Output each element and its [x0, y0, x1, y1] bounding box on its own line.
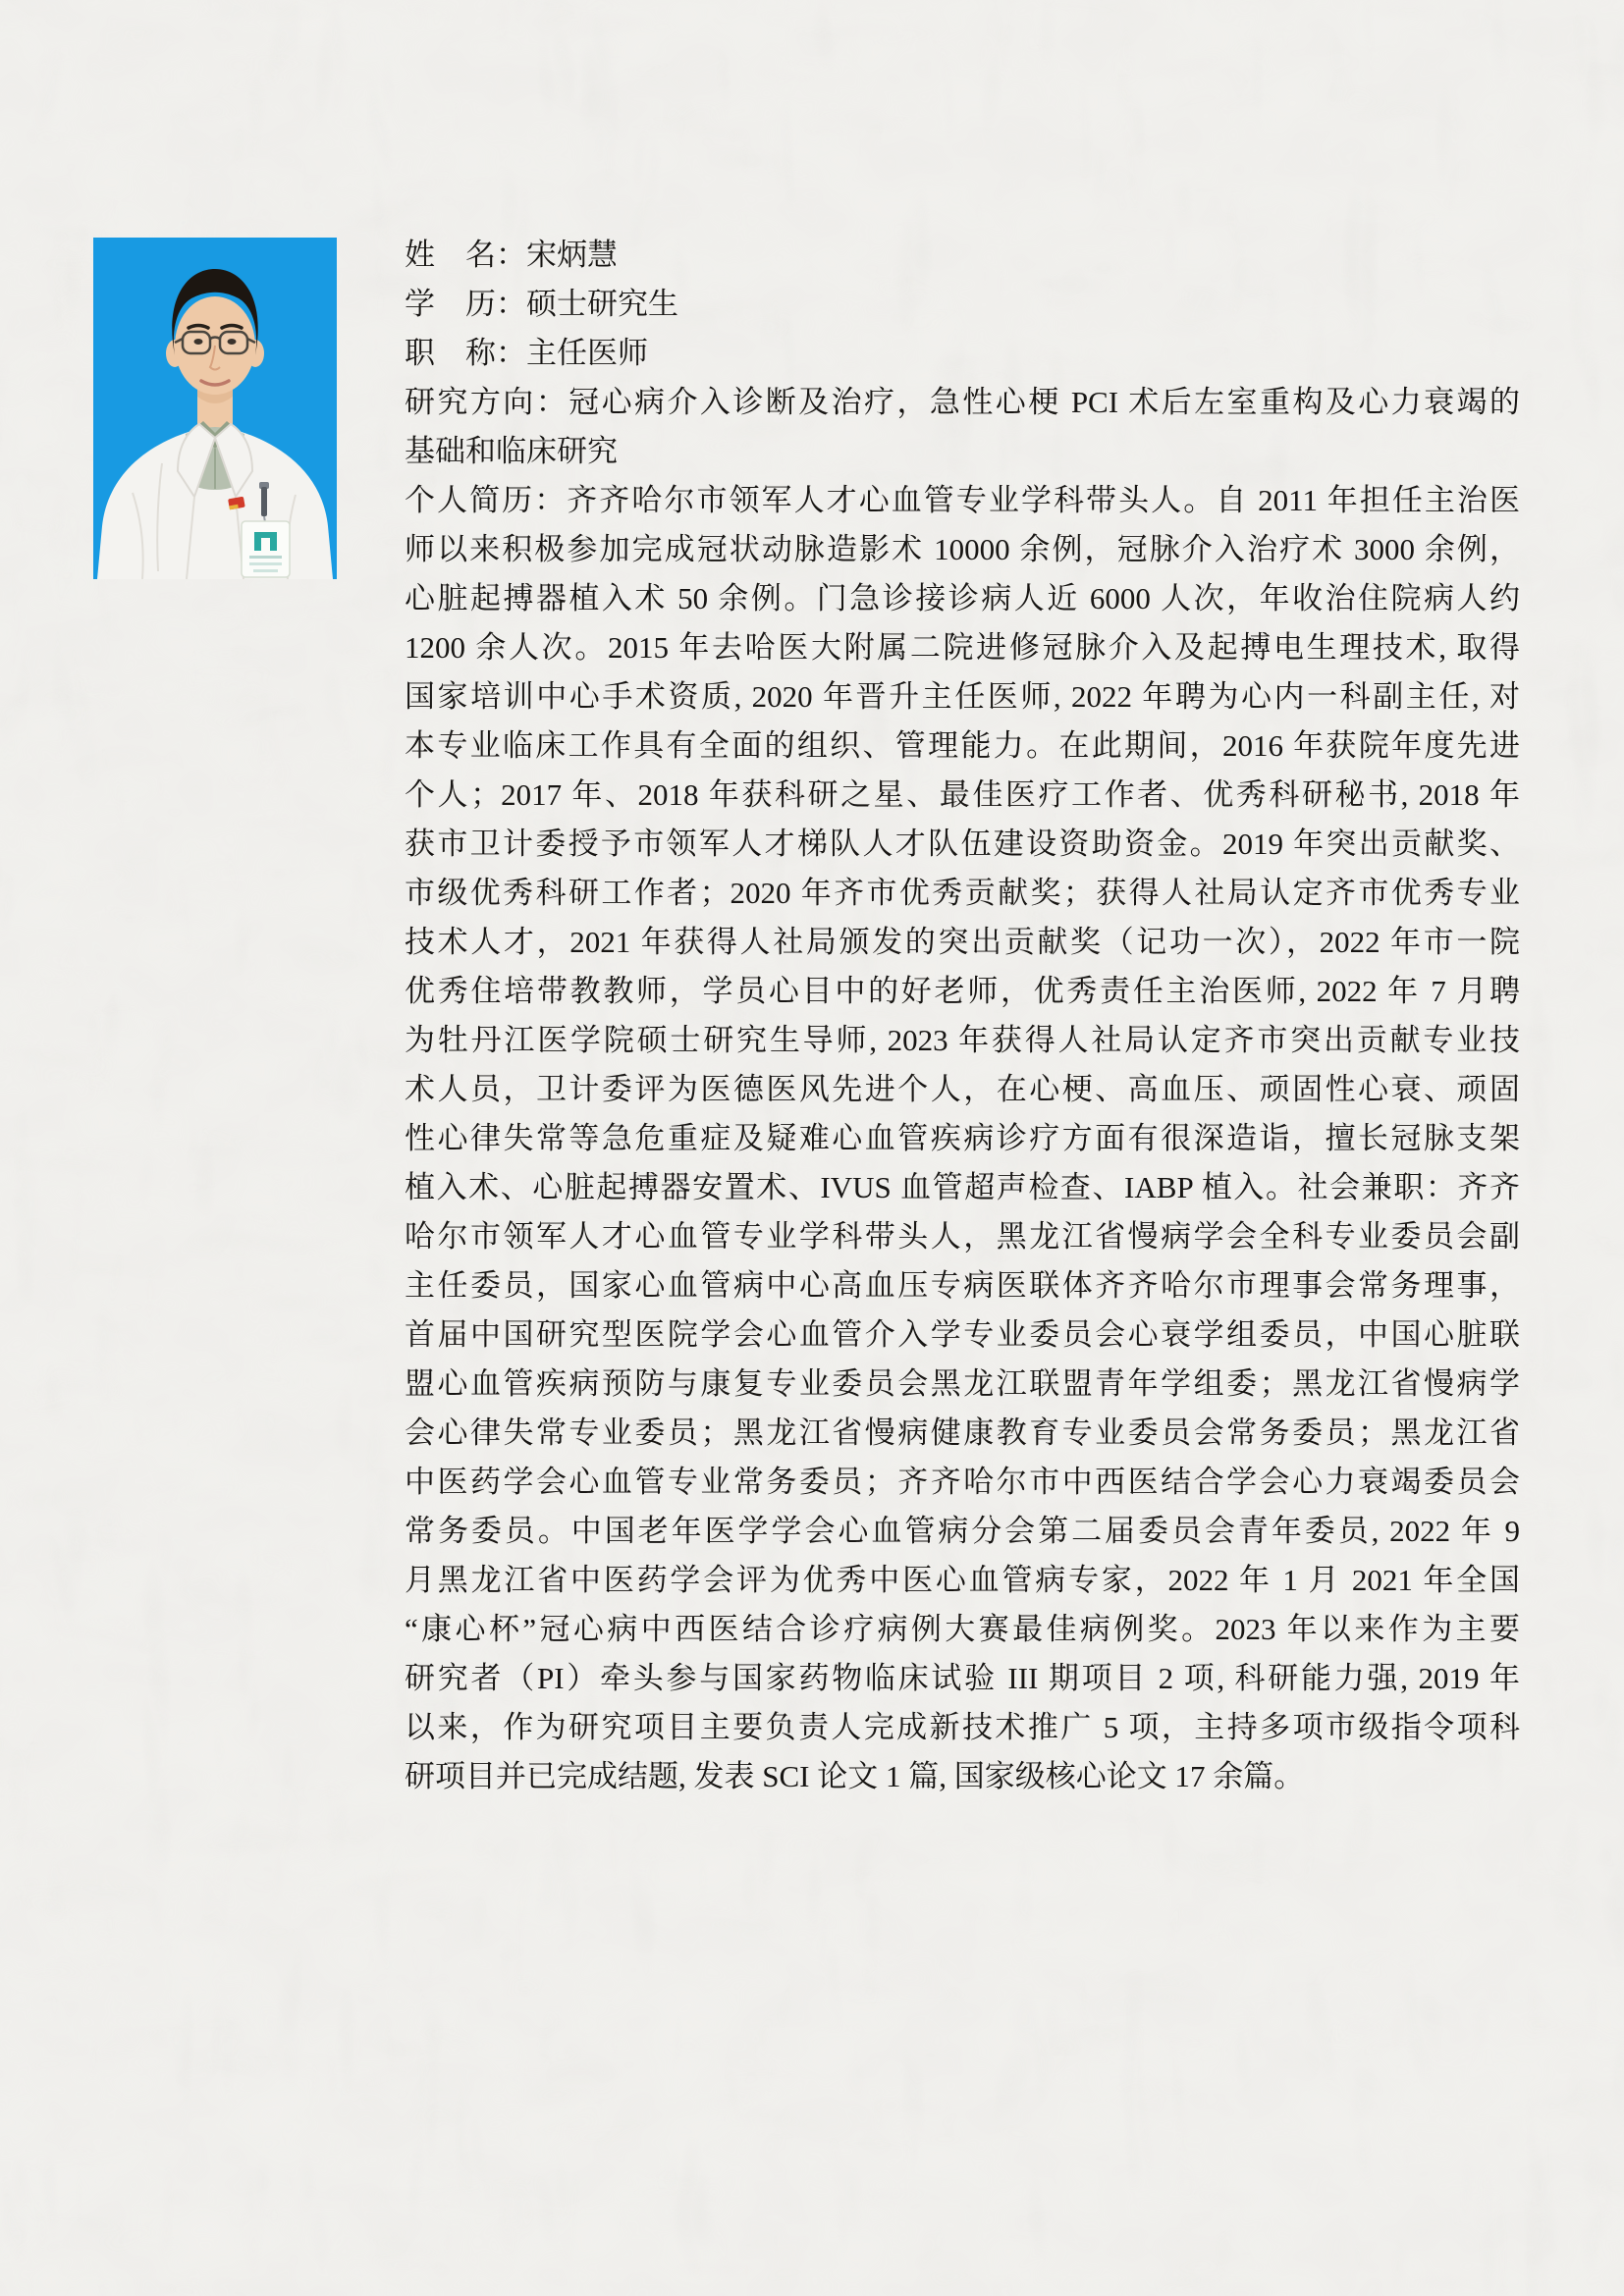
bio-line: 职 称：主任医师 [405, 336, 648, 370]
profile-photo [93, 238, 337, 579]
bio-line: 个人简历：齐齐哈尔市领军人才心血管专业学科带头人。自 2011 年担任主治医 [405, 483, 1520, 517]
bio-line: 性心律失常等急危重症及疑难心血管疾病诊疗方面有很深造诣，擅长冠脉支架 [405, 1121, 1520, 1155]
bio-line: 哈尔市领军人才心血管专业学科带头人，黑龙江省慢病学会全科专业委员会副 [405, 1219, 1520, 1254]
id-badge [242, 521, 290, 577]
bio-line: 本专业临床工作具有全面的组织、管理能力。在此期间，2016 年获院年度先进 [405, 728, 1520, 763]
bio-line: 国家培训中心手术资质, 2020 年晋升主任医师, 2022 年聘为心内一科副主任, 对 [405, 679, 1520, 714]
bio-line: 常务委员。中国老年医学学会心血管病分会第二届委员会青年委员, 2022 年 9 [405, 1514, 1520, 1548]
bio-line: 优秀住培带教教师，学员心目中的好老师，优秀责任主治医师, 2022 年 7 月聘 [405, 974, 1520, 1008]
bio-line: “康心杯”冠心病中西医结合诊疗病例大赛最佳病例奖。2023 年以来作为主要 [405, 1612, 1520, 1646]
bio-line: 会心律失常专业委员；黑龙江省慢病健康教育专业委员会常务委员；黑龙江省 [405, 1415, 1520, 1450]
bio-line: 基础和临床研究 [405, 434, 618, 468]
bio-line: 师以来积极参加完成冠状动脉造影术 10000 余例，冠脉介入治疗术 3000 余例， [405, 532, 1520, 566]
bio-line: 首届中国研究型医院学会心血管介入学专业委员会心衰学组委员，中国心脏联 [405, 1317, 1520, 1352]
bio-line: 研项目并已完成结题, 发表 SCI 论文 1 篇, 国家级核心论文 17 余篇。 [405, 1759, 1305, 1793]
bio-line: 学 历：硕士研究生 [405, 287, 678, 321]
bio-line: 月黑龙江省中医药学会评为优秀中医心血管病专家，2022 年 1 月 2021 年全国 [405, 1563, 1520, 1597]
bio-line: 心脏起搏器植入术 50 余例。门急诊接诊病人近 6000 人次，年收治住院病人约 [405, 581, 1520, 615]
bio-line: 研究方向：冠心病介入诊断及治疗，急性心梗 PCI 术后左室重构及心力衰竭的 [405, 385, 1520, 419]
bio-line: 姓 名：宋炳慧 [405, 238, 618, 272]
bio-line: 植入术、心脏起搏器安置术、IVUS 血管超声检查、IABP 植入。社会兼职：齐齐 [405, 1170, 1520, 1204]
bio-line: 技术人才，2021 年获得人社局颁发的突出贡献奖（记功一次），2022 年市一院 [405, 925, 1520, 959]
bio-line: 1200 余人次。2015 年去哈医大附属二院进修冠脉介入及起搏电生理技术, 取得 [405, 630, 1520, 665]
bio-line: 研究者（PI）牵头参与国家药物临床试验 III 期项目 2 项, 科研能力强, 2019 年 [405, 1661, 1520, 1695]
bio-line: 以来，作为研究项目主要负责人完成新技术推广 5 项，主持多项市级指令项科 [405, 1710, 1520, 1744]
bio-line: 中医药学会心血管专业常务委员；齐齐哈尔市中西医结合学会心力衰竭委员会 [405, 1465, 1520, 1499]
bio-line: 术人员，卫计委评为医德医风先进个人，在心梗、高血压、顽固性心衰、顽固 [405, 1072, 1520, 1106]
bio-line: 个人；2017 年、2018 年获科研之星、最佳医疗工作者、优秀科研秘书, 2018 年 [405, 777, 1520, 812]
bio-line: 市级优秀科研工作者；2020 年齐市优秀贡献奖；获得人社局认定齐市优秀专业 [405, 876, 1520, 910]
bio-line: 主任委员，国家心血管病中心高血压专病医联体齐齐哈尔市理事会常务理事， [405, 1268, 1520, 1303]
bio-text [405, 231, 1520, 1801]
bio-line: 为牡丹江医学院硕士研究生导师, 2023 年获得人社局认定齐市突出贡献专业技 [405, 1023, 1520, 1057]
bio-line: 获市卫计委授予市领军人才梯队人才队伍建设资助资金。2019 年突出贡献奖、 [405, 827, 1520, 861]
bio-line: 盟心血管疾病预防与康复专业委员会黑龙江联盟青年学组委；黑龙江省慢病学 [405, 1366, 1520, 1401]
